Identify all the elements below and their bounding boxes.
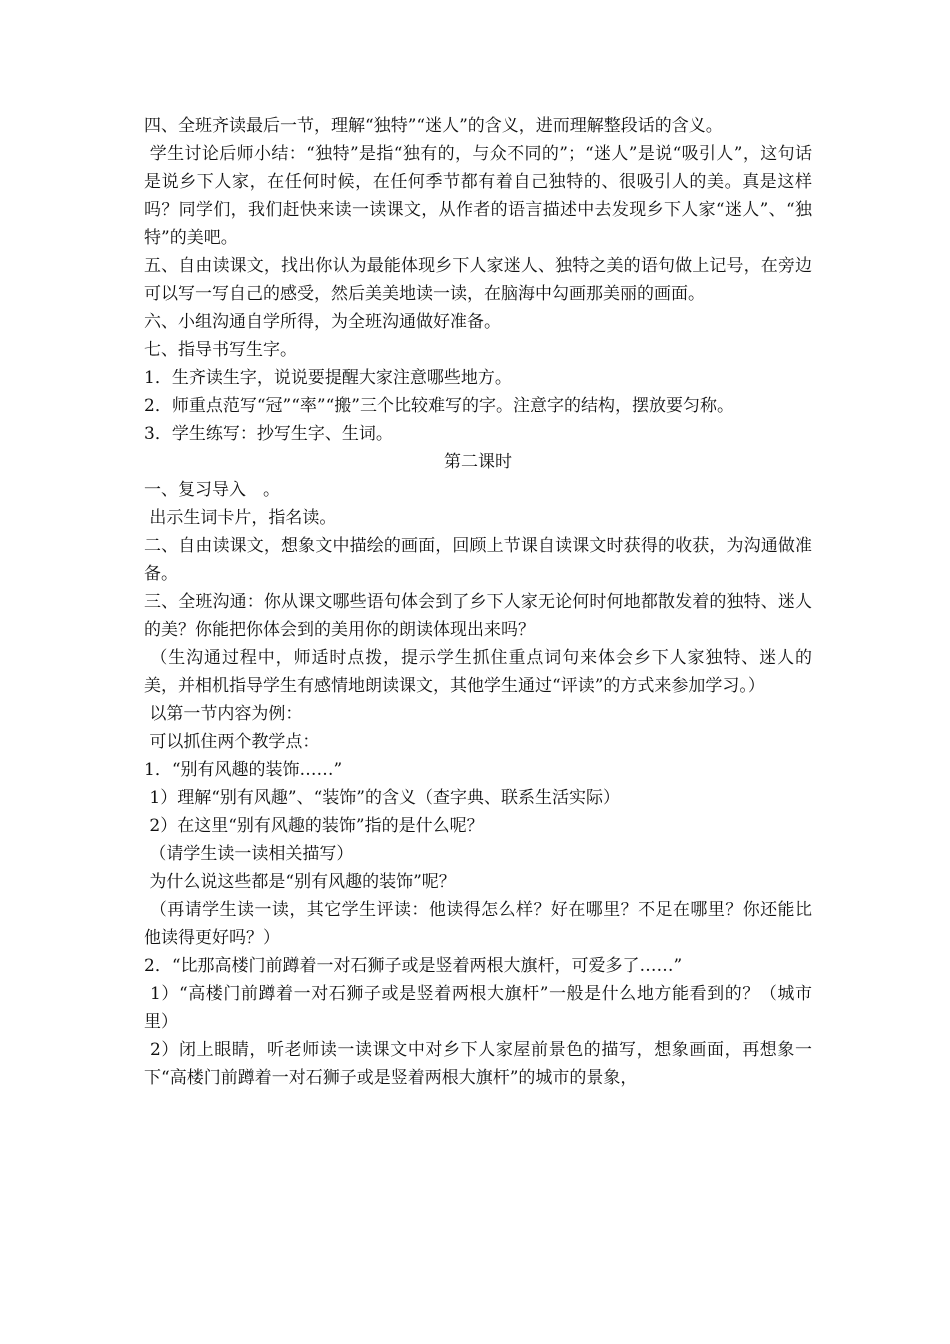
paragraph-19: 2）在这里“别有风趣的装饰”指的是什么呢？ xyxy=(144,816,484,836)
paragraph-7: 2．师重点范写“冠”“率”“搬”三个比较难写的字。注意字的结构，摆放要匀称。 xyxy=(144,396,734,416)
paragraph-25: 2）闭上眼睛，听老师读一读课文中对乡下人家屋前景色的描写，想象画面，再想象一下“高楼门前蹲着一对石狮子或是竖着两根大旗杆”的城市的景象， xyxy=(144,1040,812,1088)
paragraph-22: （再请学生读一读，其它学生评读：他读得怎么样？好在哪里？不足在哪里？你还能比他读得更好吗？） xyxy=(144,900,812,948)
paragraph-11: 出示生词卡片，指名读。 xyxy=(144,508,337,528)
paragraph-16: 可以抓住两个教学点： xyxy=(144,732,320,752)
paragraph-23: 2．“比那高楼门前蹲着一对石狮子或是竖着两根大旗杆，可爱多了……” xyxy=(144,956,683,976)
paragraph-24: 1）“高楼门前蹲着一对石狮子或是竖着两根大旗杆”一般是什么地方能看到的？（城市里） xyxy=(144,984,812,1032)
paragraph-2: 学生讨论后师小结：“独特”是指“独有的，与众不同的”；“迷人”是说“吸引人”，这句话是说乡下人家，在任何时候，在任何季节都有着自己独特的、很吸引人的美。真是这样吗？同学们，我们赶快来读一读课文，从作者的语言描述中去发现乡下人家“迷人”、“独特”的美吧。 xyxy=(144,144,812,248)
paragraph-4: 六、小组沟通自学所得，为全班沟通做好准备。 xyxy=(144,312,501,332)
paragraph-8: 3．学生练写：抄写生字、生词。 xyxy=(144,424,393,444)
paragraph-13: 三、全班沟通：你从课文哪些语句体会到了乡下人家无论何时何地都散发着的独特、迷人的美？你能把你体会到的美用你的朗读体现出来吗？ xyxy=(144,592,812,640)
paragraph-6: 1．生齐读生字，说说要提醒大家注意哪些地方。 xyxy=(144,368,512,388)
paragraph-20: （请学生读一读相关描写） xyxy=(144,844,354,864)
paragraph-18: 1）理解“别有风趣”、“装饰”的含义（查字典、联系生活实际） xyxy=(144,788,620,808)
paragraph-12: 二、自由读课文，想象文中描绘的画面，回顾上节课自读课文时获得的收获，为沟通做准备。 xyxy=(144,536,812,584)
paragraph-5: 七、指导书写生字。 xyxy=(144,340,297,360)
document-page xyxy=(144,112,812,1092)
paragraph-17: 1．“别有风趣的装饰……” xyxy=(144,760,343,780)
paragraph-14: （生沟通过程中，师适时点拨，提示学生抓住重点词句来体会乡下人家独特、迷人的美，并相机指导学生有感情地朗读课文，其他学生通过“评读”的方式来参加学习。） xyxy=(144,648,812,696)
paragraph-1: 四、全班齐读最后一节，理解“独特”“迷人”的含义，进而理解整段话的含义。 xyxy=(144,116,723,136)
paragraph-15: 以第一节内容为例： xyxy=(144,704,303,724)
section-heading: 第二课时 xyxy=(444,452,512,472)
paragraph-21: 为什么说这些都是“别有风趣的装饰”呢？ xyxy=(144,872,456,892)
paragraph-10: 一、复习导入 。 xyxy=(144,480,280,500)
paragraph-3: 五、自由读课文，找出你认为最能体现乡下人家迷人、独特之美的语句做上记号，在旁边可以写一写自己的感受，然后美美地读一读，在脑海中勾画那美丽的画面。 xyxy=(144,256,812,304)
